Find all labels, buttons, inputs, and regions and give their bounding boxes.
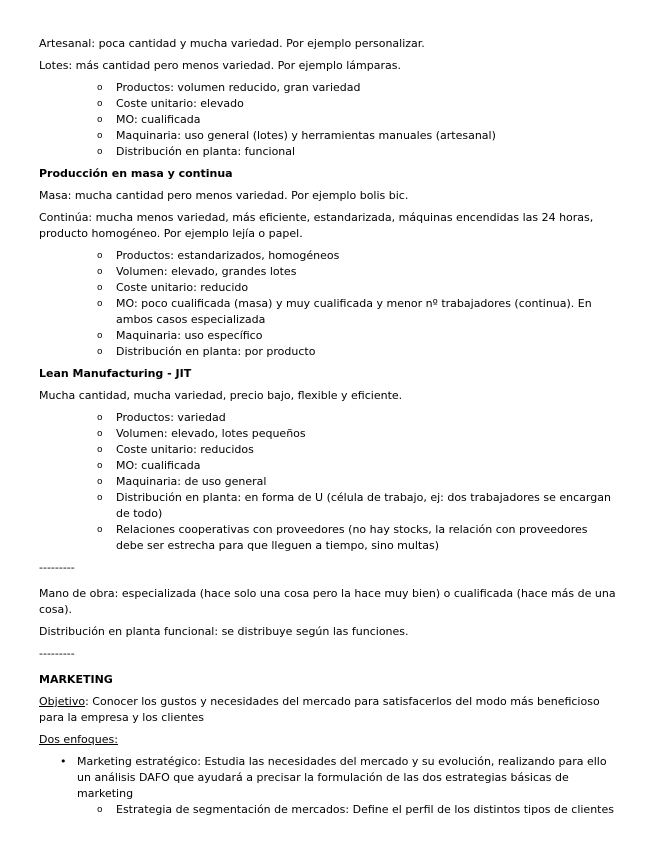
- list-masa-continua: [39, 248, 617, 360]
- list-item: o Maquinaria: uso específico: [97, 329, 263, 342]
- objetivo-text: : Conocer los gustos y necesidades del mercado para satisfacerlos del modo más beneficioso para la empresa y los clientes: [39, 695, 600, 724]
- circle-bullet-icon: o: [97, 461, 103, 471]
- list-item: o Distribución en planta: por producto: [97, 345, 316, 358]
- circle-bullet-icon: o: [97, 331, 103, 341]
- circle-bullet-icon: o: [97, 445, 103, 455]
- circle-bullet-icon: o: [97, 347, 103, 357]
- list-item: o Volumen: elevado, grandes lotes: [97, 265, 297, 278]
- heading-masa-continua: Producción en masa y continua: [39, 167, 233, 180]
- masa-line: Masa: mucha cantidad pero menos variedad. Por ejemplo bolis bic.: [39, 189, 409, 202]
- list-item: o Maquinaria: de uso general: [97, 475, 267, 488]
- circle-bullet-icon: o: [97, 525, 103, 535]
- objetivo-label: Objetivo: [39, 695, 86, 708]
- heading-marketing: MARKETING: [39, 673, 113, 686]
- circle-bullet-icon: o: [97, 131, 103, 141]
- list-item: o Productos: variedad: [97, 411, 226, 424]
- list-item: o Volumen: elevado, lotes pequeños: [97, 427, 306, 440]
- list-item: o Coste unitario: elevado: [97, 97, 244, 110]
- list-item: o MO: cualificada: [97, 459, 201, 472]
- continua-line: Continúa: mucha menos variedad, más eficiente, estandarizada, máquinas encendidas las 24 horas, producto homogéneo. Por ejemplo lejía o papel.: [39, 211, 594, 240]
- list-item: o Coste unitario: reducidos: [97, 443, 254, 456]
- mano-obra-line: Mano de obra: especializada (hace solo una cosa pero la hace muy bien) o cualificada (hace más de una cosa).: [39, 587, 616, 616]
- circle-bullet-icon: o: [97, 251, 103, 261]
- lotes-line: Lotes: más cantidad pero menos variedad. Por ejemplo lámparas.: [39, 59, 401, 72]
- list-item: o Maquinaria: uso general (lotes) y herramientas manuales (artesanal): [97, 129, 496, 142]
- circle-bullet-icon: o: [97, 413, 103, 423]
- circle-bullet-icon: o: [97, 299, 103, 309]
- list-item: o Distribución en planta: funcional: [97, 145, 296, 158]
- list-item: o MO: poco cualificada (masa) y muy cualificada y menor nº trabajadores (continua). En ambos casos especializada: [97, 297, 592, 326]
- circle-bullet-icon: o: [97, 477, 103, 487]
- separator: ---------: [39, 561, 75, 574]
- circle-bullet-icon: o: [97, 147, 103, 157]
- separator: ---------: [39, 647, 75, 660]
- list-item: o Coste unitario: reducido: [97, 281, 249, 294]
- circle-bullet-icon: o: [97, 283, 103, 293]
- list-item: • Marketing estratégico: Estudia las necesidades del mercado y su evolución, realizando para ello un análisis DAFO que ayudará a precisar la formulación de las dos estrategias básicas de marketing o Estrategia de segmentación de mercados: Define el perfil de los distintos tipos de clientes: [39, 754, 617, 818]
- artesanal-line: Artesanal: poca cantidad y mucha variedad. Por ejemplo personalizar.: [39, 37, 425, 50]
- list-enfoques: [39, 754, 617, 818]
- lean-desc: Mucha cantidad, mucha variedad, precio bajo, flexible y eficiente.: [39, 389, 403, 402]
- list-item: o Estrategia de segmentación de mercados: Define el perfil de los distintos tipos de clientes: [97, 803, 614, 816]
- circle-bullet-icon: o: [97, 115, 103, 125]
- list-lean: [39, 410, 617, 554]
- circle-bullet-icon: o: [97, 493, 103, 503]
- list-estrategico-sub: [77, 802, 617, 818]
- list-artesanal-lotes: [39, 80, 617, 160]
- enfoques-label: Dos enfoques:: [39, 733, 118, 746]
- list-item: o MO: cualificada: [97, 113, 201, 126]
- list-item: o Distribución en planta: en forma de U (célula de trabajo, ej: dos trabajadores se encargan de todo): [97, 491, 611, 520]
- heading-lean: Lean Manufacturing - JIT: [39, 367, 192, 380]
- circle-bullet-icon: o: [97, 83, 103, 93]
- list-item: o Productos: volumen reducido, gran variedad: [97, 81, 361, 94]
- circle-bullet-icon: o: [97, 267, 103, 277]
- objetivo-line: [39, 694, 617, 726]
- list-item: o Relaciones cooperativas con proveedores (no hay stocks, la relación con proveedores debe ser estrecha para que lleguen a tiempo, sino multas): [97, 523, 588, 552]
- circle-bullet-icon: o: [97, 429, 103, 439]
- list-item: o Productos: estandarizados, homogéneos: [97, 249, 340, 262]
- distribucion-line: Distribución en planta funcional: se distribuye según las funciones.: [39, 625, 409, 638]
- circle-bullet-icon: o: [97, 99, 103, 109]
- disc-bullet-icon: •: [60, 755, 67, 768]
- document-page: [39, 36, 617, 818]
- circle-bullet-icon: o: [97, 805, 103, 815]
